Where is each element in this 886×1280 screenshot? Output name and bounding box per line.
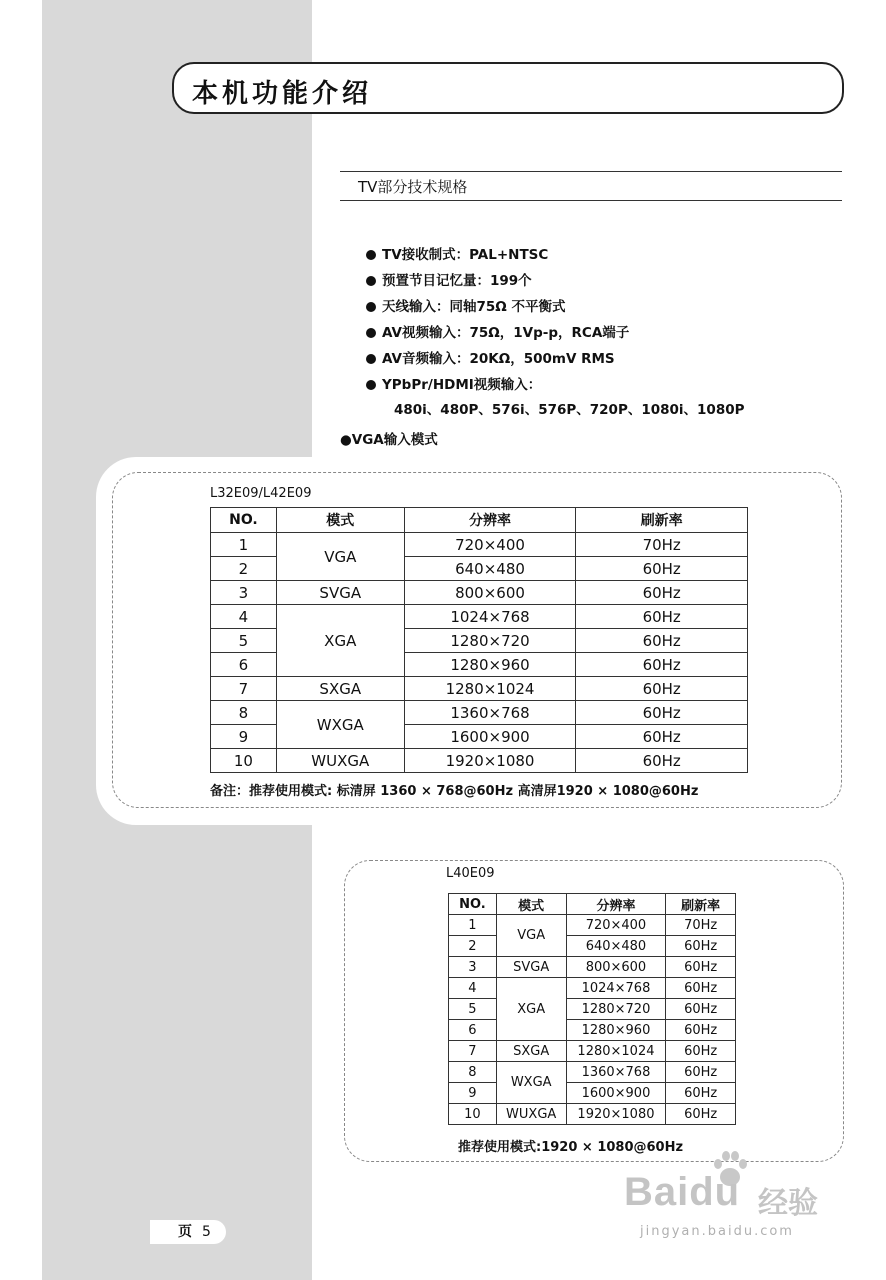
page-title: 本机功能介绍 xyxy=(192,79,373,109)
bullet-icon xyxy=(366,354,376,364)
section-rule-top xyxy=(340,171,842,172)
table-header-row xyxy=(449,894,736,915)
cell-no: 3 xyxy=(449,957,497,978)
cell-rate: 60Hz xyxy=(576,701,748,725)
header-cell: NO. xyxy=(449,894,497,915)
cell-resolution: 1280×720 xyxy=(566,999,666,1020)
cell-mode: XGA xyxy=(276,605,404,677)
cell-no: 7 xyxy=(449,1041,497,1062)
spec-item: TV接收制式：PAL+NTSC xyxy=(366,242,629,268)
table-row xyxy=(449,1104,736,1125)
cell-rate: 60Hz xyxy=(666,1083,736,1104)
cell-rate: 60Hz xyxy=(576,677,748,701)
cell-rate: 70Hz xyxy=(576,533,748,557)
cell-mode: WXGA xyxy=(496,1062,566,1104)
cell-mode: VGA xyxy=(276,533,404,581)
header-cell: NO. xyxy=(211,508,277,533)
table-row xyxy=(211,677,748,701)
cell-resolution: 1360×768 xyxy=(566,1062,666,1083)
table-row xyxy=(211,701,748,725)
table-row xyxy=(449,1041,736,1062)
page-header xyxy=(172,62,844,114)
page-number: 5 xyxy=(202,1224,211,1240)
cell-mode: WXGA xyxy=(276,701,404,749)
spec-item: AV音频输入：20KΩ，500mV RMS xyxy=(366,346,629,372)
cell-no: 1 xyxy=(211,533,277,557)
cell-resolution: 640×480 xyxy=(404,557,576,581)
section-title: TV部分技术规格 xyxy=(358,178,468,196)
cell-rate: 60Hz xyxy=(576,725,748,749)
bullet-icon xyxy=(366,380,376,390)
cell-resolution: 1280×720 xyxy=(404,629,576,653)
bullet-icon xyxy=(366,250,376,260)
cell-no: 4 xyxy=(449,978,497,999)
cell-rate: 60Hz xyxy=(576,629,748,653)
cell-rate: 60Hz xyxy=(666,957,736,978)
cell-rate: 70Hz xyxy=(666,915,736,936)
cell-resolution: 1360×768 xyxy=(404,701,576,725)
cell-resolution: 1280×1024 xyxy=(566,1041,666,1062)
header-cell: 刷新率 xyxy=(666,894,736,915)
cell-mode: WUXGA xyxy=(276,749,404,773)
cell-no: 5 xyxy=(449,999,497,1020)
table-header-row xyxy=(211,508,748,533)
table-row xyxy=(449,1020,736,1041)
table1-note: 备注：推荐使用模式: 标清屏 1360 × 768@60Hz 高清屏1920 × 1080@60Hz xyxy=(210,784,699,799)
cell-resolution: 1280×960 xyxy=(404,653,576,677)
table-row xyxy=(211,605,748,629)
cell-no: 4 xyxy=(211,605,277,629)
table-row xyxy=(211,749,748,773)
cell-resolution: 1600×900 xyxy=(566,1083,666,1104)
table-row xyxy=(449,999,736,1020)
bullet-icon xyxy=(366,328,376,338)
table-row xyxy=(449,957,736,978)
baidu-watermark xyxy=(610,1146,860,1246)
cell-rate: 60Hz xyxy=(666,936,736,957)
table-row xyxy=(449,1062,736,1083)
spec-item: 天线输入：同轴75Ω 不平衡式 xyxy=(366,294,629,320)
table1 xyxy=(210,507,748,773)
cell-mode: SXGA xyxy=(496,1041,566,1062)
cell-no: 2 xyxy=(449,936,497,957)
bullet-icon xyxy=(366,276,376,286)
header-cell: 模式 xyxy=(276,508,404,533)
table2-model: L40E09 xyxy=(446,866,495,881)
cell-no: 6 xyxy=(211,653,277,677)
watermark-url: jingyan.baidu.com xyxy=(640,1224,794,1239)
cell-rate: 60Hz xyxy=(666,1062,736,1083)
table-row xyxy=(449,915,736,936)
cell-no: 1 xyxy=(449,915,497,936)
cell-resolution: 1280×960 xyxy=(566,1020,666,1041)
cell-rate: 60Hz xyxy=(576,749,748,773)
spec-item: 预置节目记忆量：199个 xyxy=(366,268,629,294)
cell-resolution: 720×400 xyxy=(404,533,576,557)
cell-resolution: 640×480 xyxy=(566,936,666,957)
table-row xyxy=(211,581,748,605)
cell-rate: 60Hz xyxy=(666,1104,736,1125)
cell-rate: 60Hz xyxy=(666,1020,736,1041)
header-cell: 刷新率 xyxy=(576,508,748,533)
table-row xyxy=(449,936,736,957)
cell-rate: 60Hz xyxy=(576,557,748,581)
header-cell: 模式 xyxy=(496,894,566,915)
cell-rate: 60Hz xyxy=(576,653,748,677)
spec-item: AV视频输入：75Ω，1Vp-p，RCA端子 xyxy=(366,320,629,346)
cell-rate: 60Hz xyxy=(666,1041,736,1062)
table-row xyxy=(449,978,736,999)
table-row xyxy=(449,1083,736,1104)
cell-no: 8 xyxy=(449,1062,497,1083)
cell-no: 10 xyxy=(449,1104,497,1125)
cell-no: 9 xyxy=(211,725,277,749)
cell-mode: VGA xyxy=(496,915,566,957)
table-row xyxy=(211,533,748,557)
cell-resolution: 1920×1080 xyxy=(566,1104,666,1125)
cell-no: 8 xyxy=(211,701,277,725)
cell-resolution: 800×600 xyxy=(566,957,666,978)
spec-list xyxy=(366,242,629,398)
cell-mode: SVGA xyxy=(496,957,566,978)
cell-resolution: 1280×1024 xyxy=(404,677,576,701)
cell-rate: 60Hz xyxy=(576,605,748,629)
cell-resolution: 720×400 xyxy=(566,915,666,936)
table2-note: 推荐使用模式:1920 × 1080@60Hz xyxy=(458,1140,684,1155)
cell-mode: SXGA xyxy=(276,677,404,701)
cell-no: 2 xyxy=(211,557,277,581)
cell-resolution: 1024×768 xyxy=(566,978,666,999)
cell-resolution: 1024×768 xyxy=(404,605,576,629)
header-cell: 分辨率 xyxy=(404,508,576,533)
bullet-icon xyxy=(366,302,376,312)
header-cell: 分辨率 xyxy=(566,894,666,915)
cell-no: 3 xyxy=(211,581,277,605)
cell-mode: SVGA xyxy=(276,581,404,605)
page-label: 页 xyxy=(178,1224,192,1240)
table2 xyxy=(448,893,736,1125)
spec-modes: 480i、480P、576i、576P、720P、1080i、1080P xyxy=(394,402,745,418)
cell-mode: WUXGA xyxy=(496,1104,566,1125)
page-number-tab xyxy=(150,1220,226,1244)
vga-heading: ●VGA输入模式 xyxy=(340,432,438,448)
cell-no: 10 xyxy=(211,749,277,773)
watermark-brand-cn: 经验 xyxy=(758,1186,818,1221)
cell-rate: 60Hz xyxy=(576,581,748,605)
cell-resolution: 800×600 xyxy=(404,581,576,605)
table1-model: L32E09/L42E09 xyxy=(210,486,312,501)
watermark-brand: Baidu xyxy=(624,1170,741,1214)
cell-rate: 60Hz xyxy=(666,978,736,999)
cell-no: 5 xyxy=(211,629,277,653)
cell-resolution: 1920×1080 xyxy=(404,749,576,773)
cell-no: 6 xyxy=(449,1020,497,1041)
section-rule-bottom xyxy=(340,200,842,201)
cell-no: 9 xyxy=(449,1083,497,1104)
cell-rate: 60Hz xyxy=(666,999,736,1020)
cell-resolution: 1600×900 xyxy=(404,725,576,749)
cell-no: 7 xyxy=(211,677,277,701)
spec-item: YPbPr/HDMI视频输入： xyxy=(366,372,629,398)
cell-mode: XGA xyxy=(496,978,566,1041)
